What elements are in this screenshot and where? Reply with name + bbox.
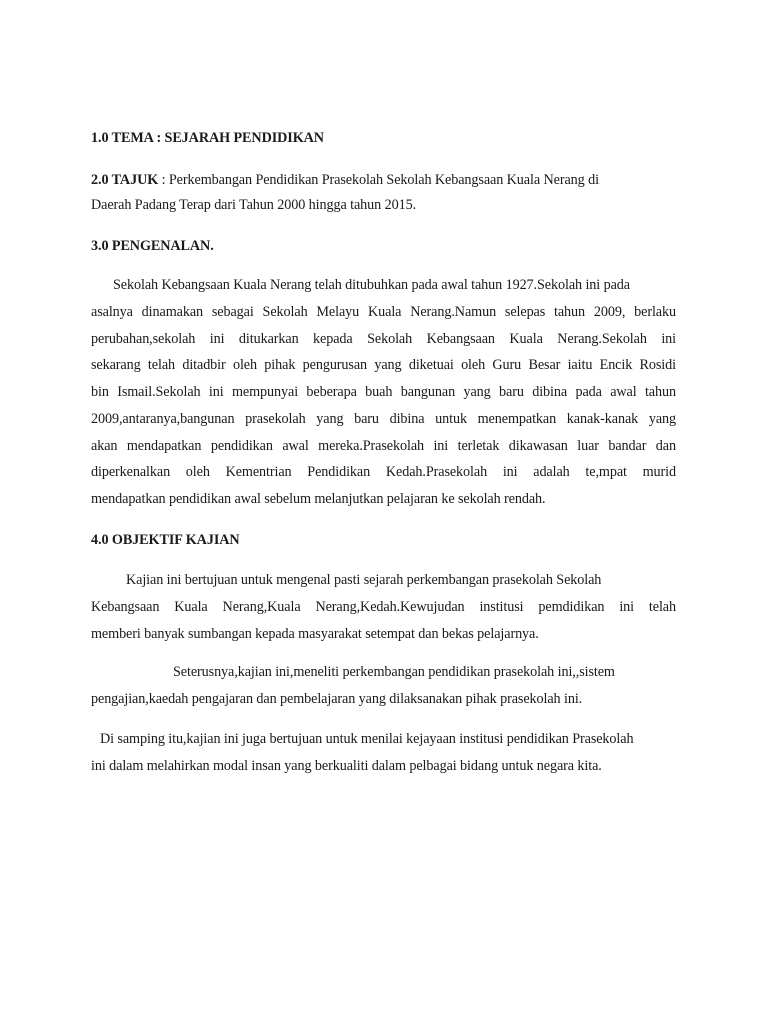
- pengenalan-line: Sekolah Kebangsaan Kuala Nerang telah ditubuhkan pada awal tahun 1927.Sekolah ini pada: [113, 277, 630, 293]
- pengenalan-line: asalnya dinamakan sebagai Sekolah Melayu Kuala Nerang.Namun selepas tahun 2009, berlaku: [91, 304, 676, 320]
- pengenalan-line: 2009,antaranya,bangunan prasekolah yang baru dibina untuk menempatkan kanak-kanak yang: [91, 411, 676, 427]
- tajuk-line-2: Daerah Padang Terap dari Tahun 2000 hingga tahun 2015.: [91, 197, 417, 213]
- heading-objektif: 4.0 OBJEKTIF KAJIAN: [91, 532, 240, 548]
- pengenalan-line: sekarang telah ditadbir oleh pihak pengurusan yang diketuai oleh Guru Besar iaitu Encik Rosidi: [91, 357, 676, 373]
- objektif-p2-line: Seterusnya,kajian ini,meneliti perkembangan pendidikan prasekolah ini,,sistem: [173, 664, 615, 680]
- tajuk-label: 2.0 TAJUK: [91, 172, 159, 188]
- heading-pengenalan: 3.0 PENGENALAN.: [91, 238, 214, 254]
- pengenalan-line: bin Ismail.Sekolah ini mempunyai beberapa buah bangunan yang baru dibina pada awal tahun: [91, 384, 676, 400]
- objektif-p3-line: Di samping itu,kajian ini juga bertujuan untuk menilai kejayaan institusi pendidikan Prasekolah: [100, 731, 634, 747]
- objektif-p1-line: memberi banyak sumbangan kepada masyarakat setempat dan bekas pelajarnya.: [91, 626, 539, 642]
- objektif-p2-line: pengajian,kaedah pengajaran dan pembelajaran yang dilaksanakan pihak prasekolah ini.: [91, 691, 583, 707]
- objektif-p1-line: Kajian ini bertujuan untuk mengenal pasti sejarah perkembangan prasekolah Sekolah: [126, 572, 602, 588]
- pengenalan-line: perubahan,sekolah ini ditukarkan kepada Sekolah Kebangsaan Kuala Nerang.Sekolah ini: [91, 331, 676, 347]
- tajuk-line-1: [91, 171, 599, 189]
- objektif-p1-line: Kebangsaan Kuala Nerang,Kuala Nerang,Kedah.Kewujudan institusi pemdidikan ini telah: [91, 599, 676, 615]
- pengenalan-line: akan mendapatkan pendidikan awal mereka.Prasekolah ini terletak dikawasan luar bandar dan: [91, 438, 676, 454]
- pengenalan-line: mendapatkan pendidikan awal sebelum melanjutkan pelajaran ke sekolah rendah.: [91, 491, 546, 507]
- pengenalan-line: diperkenalkan oleh Kementrian Pendidikan Kedah.Prasekolah ini adalah te,mpat murid: [91, 464, 676, 480]
- heading-tema: 1.0 TEMA : SEJARAH PENDIDIKAN: [91, 130, 324, 146]
- tajuk-text: : Perkembangan Pendidikan Prasekolah Sekolah Kebangsaan Kuala Nerang di: [158, 172, 599, 188]
- objektif-p3-line: ini dalam melahirkan modal insan yang berkualiti dalam pelbagai bidang untuk negara kita.: [91, 758, 602, 774]
